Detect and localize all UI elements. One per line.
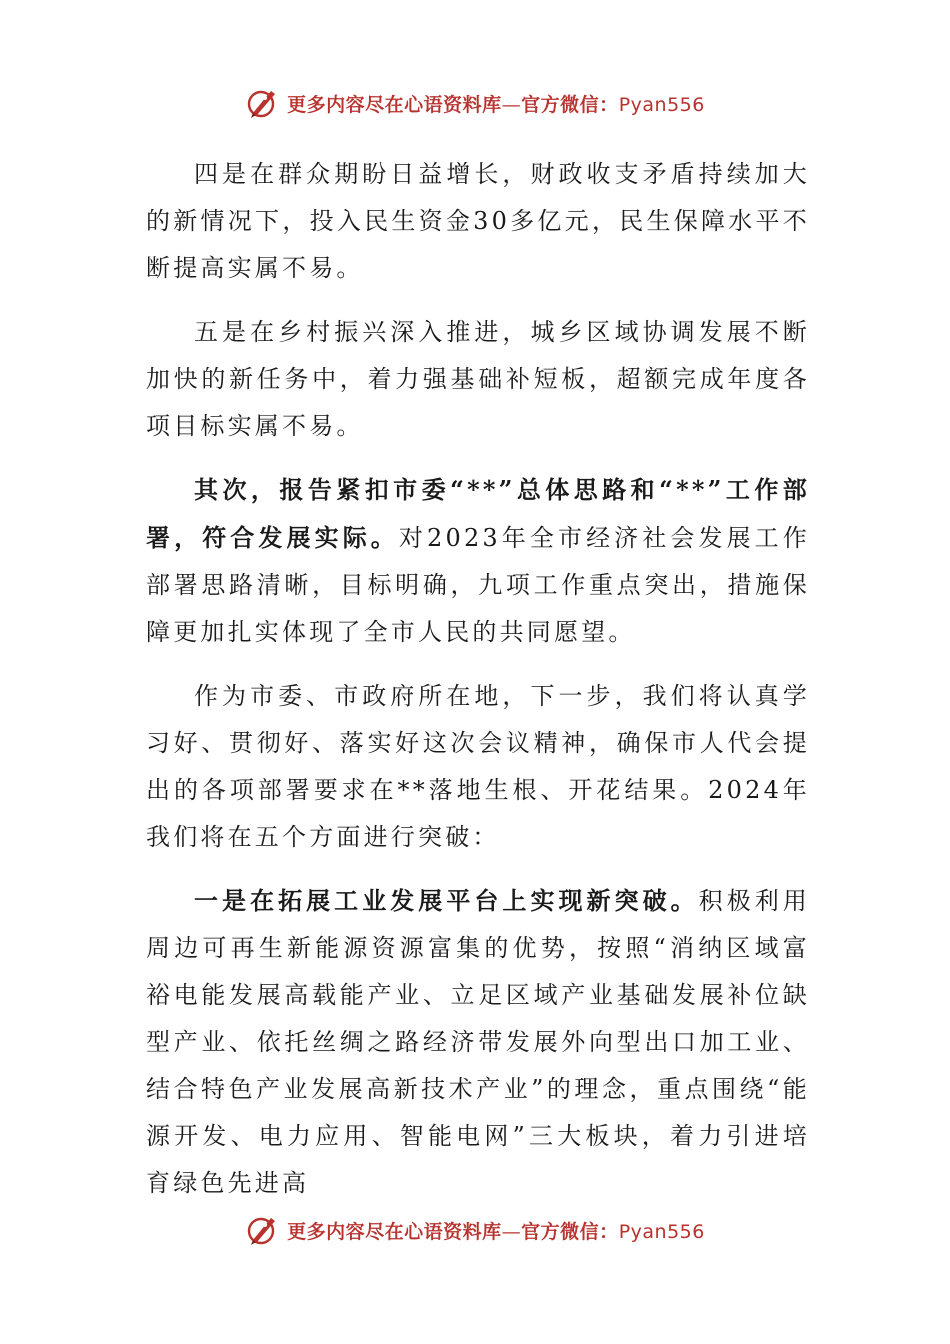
watermark-site-text: 更多内容尽在心语资料库 — [287, 93, 502, 116]
watermark-footer — [0, 1210, 950, 1250]
watermark-dash: — — [501, 93, 522, 116]
paragraph-4 — [146, 672, 810, 861]
watermark-text — [287, 90, 705, 117]
paragraph-1-text: 四是在群众期盼日益增长，财政收支矛盾持续加大的新情况下，投入民生资金30多亿元，民生保障水平不断提高实属不易。 — [146, 160, 810, 282]
pen-circle-logo-icon — [245, 85, 281, 121]
pen-circle-logo-icon — [245, 1212, 281, 1248]
watermark-contact-id: Pyan556 — [618, 1220, 705, 1243]
paragraph-5-text: 积极利用周边可再生新能源资源富集的优势，按照“消纳区域富裕电能发展高载能产业、立足区域产业基础发展补位缺型产业、依托丝绸之路经济带发展外向型出口加工业、结合特色产业发展高新技术产业”的理念，重点围绕“能源开发、电力应用、智能电网”三大板块，着力引进培育绿色先进高 — [146, 887, 810, 1197]
paragraph-3-text: 对2023年全市经济社会发展工作部署思路清晰，目标明确，九项工作重点突出，措施保障更加扎实体现了全市人民的共同愿望。 — [146, 524, 810, 646]
paragraph-2-text: 五是在乡村振兴深入推进，城乡区域协调发展不断加快的新任务中，着力强基础补短板，超额完成年度各项目标实属不易。 — [146, 318, 810, 440]
paragraph-1 — [146, 150, 810, 292]
paragraph-3 — [146, 466, 810, 656]
watermark-contact-label: 官方微信： — [521, 93, 619, 116]
watermark-text — [287, 1217, 705, 1244]
watermark-dash: — — [501, 1220, 522, 1243]
paragraph-5-lead: 一是在拓展工业发展平台上实现新突破。 — [194, 886, 699, 915]
document-body — [146, 150, 810, 1223]
watermark-contact-label: 官方微信： — [521, 1220, 619, 1243]
watermark-header — [0, 83, 950, 123]
watermark-contact-id: Pyan556 — [618, 93, 705, 116]
paragraph-2 — [146, 308, 810, 450]
paragraph-5 — [146, 877, 810, 1207]
paragraph-3-lead: 其次，报告紧扣市委“**”总体思路和“**”工作部署，符合发展实际。 — [146, 475, 810, 552]
watermark-site-text: 更多内容尽在心语资料库 — [287, 1220, 502, 1243]
paragraph-4-text: 作为市委、市政府所在地，下一步，我们将认真学习好、贯彻好、落实好这次会议精神，确保市人代会提出的各项部署要求在**落地生根、开花结果。2024年我们将在五个方面进行突破： — [146, 682, 810, 851]
